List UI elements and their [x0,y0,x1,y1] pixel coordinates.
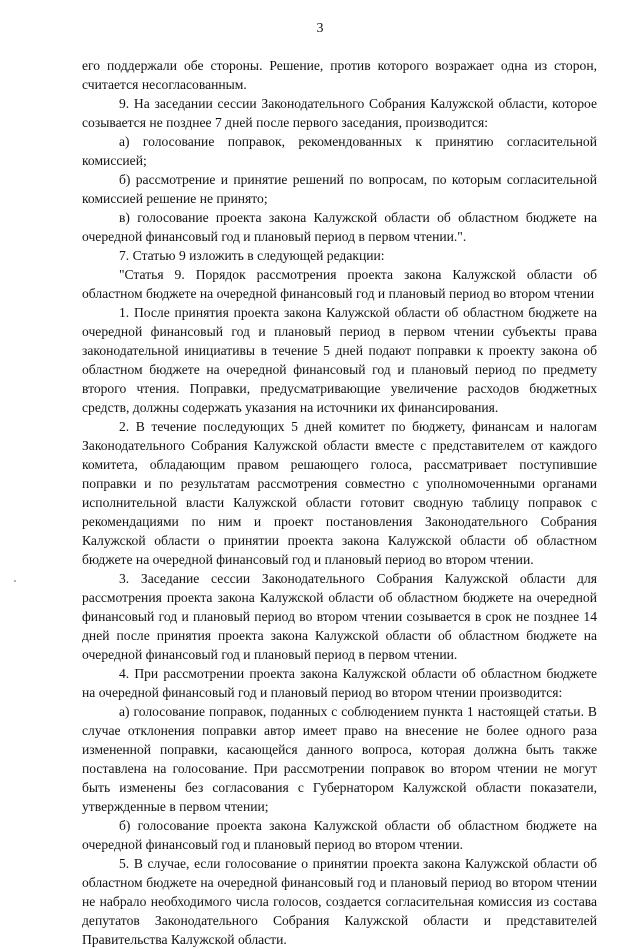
paragraph-continuation: его поддержали обе стороны. Решение, против которого возражает одна из сторон, считается несогласованным. [82,58,597,92]
paragraph-subitem-v: в) голосование проекта закона Калужской области об областном бюджете на очередной финансовый год и плановый период в первом чтении.". [82,210,597,244]
paragraph-item-9: 9. На заседании сессии Законодательного Собрания Калужской области, которое созывается не позднее 7 дней после первого заседания, производится: [82,96,597,130]
paragraph-amendment-7: 7. Статью 9 изложить в следующей редакции: [119,248,385,263]
article-9-item-3: 3. Заседание сессии Законодательного Собрания Калужской области для рассмотрения проекта закона Калужской области об областном бюджете на очередной финансовый год и плановый период во втором чтении созывается в срок не позднее 14 дней после принятия проекта закона Калужской области об областном бюджете на очередной финансовый год и плановый период в первом чтении. [82,571,597,662]
article-9-heading: "Статья 9. Порядок рассмотрения проекта закона Калужской области об областном бюджете на очередной финансовый год и плановый период во втором чтении [82,267,597,301]
article-9-item-4-subitem-b: б) голосование проекта закона Калужской области об областном бюджете на очередной финансовый год и плановый период во втором чтении. [82,818,597,852]
paragraph-subitem-a: а) голосование поправок, рекомендованных к принятию согласительной комиссией; [82,134,597,168]
article-9-item-1: 1. После принятия проекта закона Калужской области об областном бюджете на очередной финансовый год и плановый период в первом чтении субъекты права законодательной инициативы в течение 5 дней подают поправки к проекту закона об областном бюджете на очередной финансовый год и плановый период по предмету второго чтения. Поправки, предусматривающие увеличение расходов бюджетных средств, должны содержать указания на источники их финансирования. [82,305,597,415]
article-9-item-5: 5. В случае, если голосование о принятии проекта закона Калужской области об областном бюджете на очередной финансовый год и плановый период во втором чтении не набрало необходимого числа голосов, создается согласительная комиссия из состава депутатов Законодательного Собрания Калужской области и представителей Правительства Калужской области. [82,856,597,947]
article-9-item-4: 4. При рассмотрении проекта закона Калужской области об областном бюджете на очередной финансовый год и плановый период во втором чтении производится: [82,666,597,700]
article-9-item-2: 2. В течение последующих 5 дней комитет по бюджету, финансам и налогам Законодательного Собрания Калужской области вместе с представителем от каждого комитета, обладающим правом решающего голоса, рассматривает поступившие поправки и по результатам рассмотрения совместно с уполномоченными органами исполнительной власти Калужской области готовит сводную таблицу поправок с рекомендациями по ним и проект постановления Законодательного Собрания Калужской области о принятии проекта закона Калужской области об областном бюджете на очередной финансовый год и плановый период во втором чтении. [82,419,597,567]
scan-speck [14,580,16,582]
paragraph-subitem-b: б) рассмотрение и принятие решений по вопросам, по которым согласительной комиссией решение не принято; [82,172,597,206]
page-number: 3 [316,21,324,36]
article-9-item-4-subitem-a: а) голосование поправок, поданных с соблюдением пункта 1 настоящей статьи. В случае отклонения поправки автор имеет право на внесение не более одного раза измененной поправки, касающейся данного вопроса, которая должна быть также поставлена на голосование. При рассмотрении поправок во втором чтении не могут быть изменены без согласования с Губернатором Калужской области показатели, утвержденные в первом чтении; [82,704,597,814]
document-body [82,56,597,949]
